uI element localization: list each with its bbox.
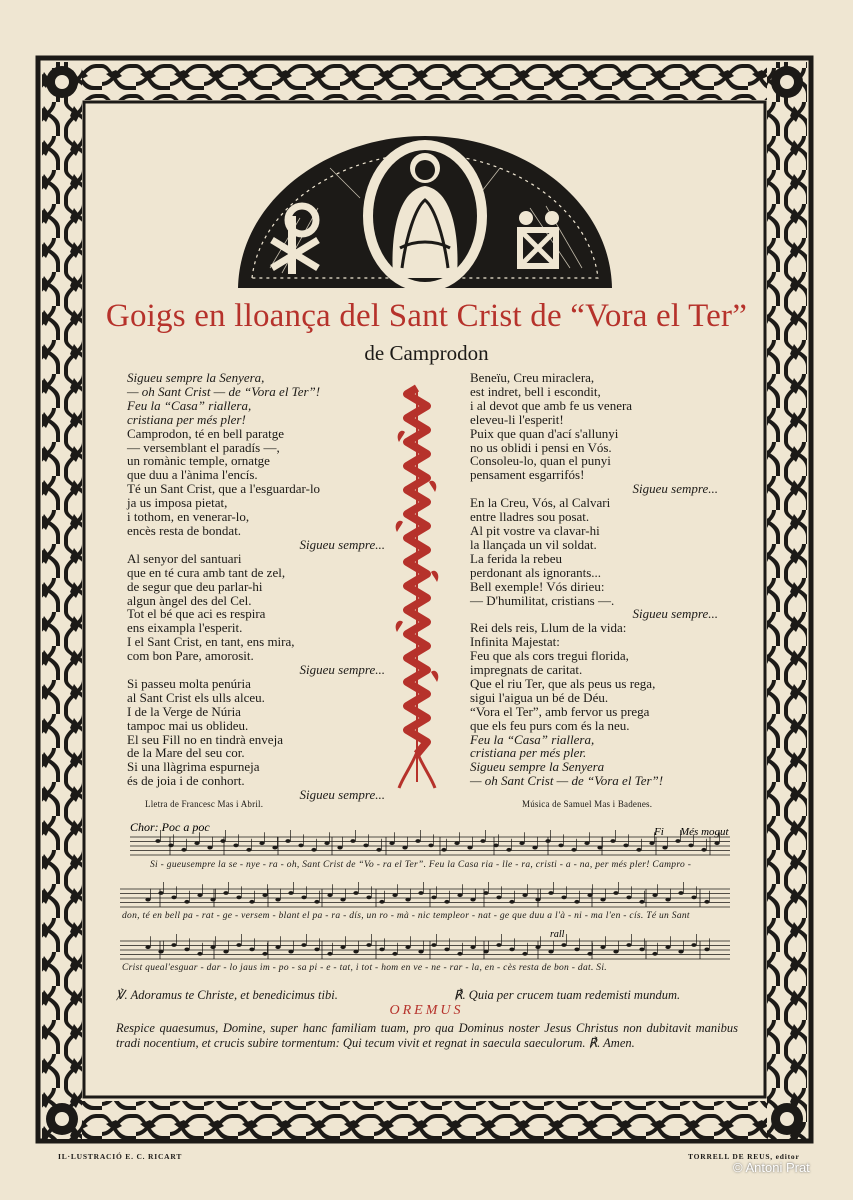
score-lyric-line: don, té en bell pa - rat - ge - versem - blant el pa - ra - dís, un ro - mà - nic templeor - nat - ge que duu a l'à - ni - ma l'en - cís. Té un Sant bbox=[122, 911, 690, 921]
verse-line: La ferida la rebeu bbox=[470, 550, 563, 566]
note-head bbox=[649, 841, 654, 845]
verse-line: com bon Pare, amorosit. bbox=[127, 648, 254, 664]
verse-line: — D'humilitat, cristians —. bbox=[470, 592, 615, 608]
tempo-change-marking: Més mogut bbox=[680, 826, 729, 838]
note-head bbox=[613, 891, 618, 895]
note-head bbox=[665, 945, 670, 949]
note-head bbox=[353, 950, 358, 954]
note-head bbox=[467, 846, 472, 850]
note-head bbox=[600, 945, 605, 949]
verse-line: Sigueu sempre la Senyera, bbox=[127, 370, 265, 385]
note-head bbox=[574, 900, 579, 904]
verse-line: ja us imposa pietat, bbox=[127, 495, 228, 511]
note-head bbox=[363, 844, 368, 848]
note-head bbox=[353, 891, 358, 895]
note-head bbox=[301, 896, 306, 900]
note-head bbox=[623, 844, 628, 848]
verse-line: Al senyor del santuari bbox=[127, 550, 242, 566]
note-head bbox=[691, 896, 696, 900]
verse-line: cristiana per més pler! bbox=[127, 411, 246, 427]
verse-line: Feu la “Casa” riallera, bbox=[127, 397, 252, 413]
note-head bbox=[197, 893, 202, 897]
note-head bbox=[558, 844, 563, 848]
verse-line: Bell exemple! Vós dirieu: bbox=[470, 578, 605, 594]
lyrics-credit: Lletra de Francesc Mas i Abril. bbox=[145, 799, 264, 809]
note-head bbox=[496, 896, 501, 900]
note-head bbox=[509, 948, 514, 952]
vine-cross-ornament bbox=[393, 382, 441, 792]
prayer-text: Respice quaesumus, Domine, super hanc familiam tuam, pro qua Dominus noster Jesus Christus non dubitavit manibus tradi nocentium, et crucis subire tormentum: Qui tecum vivit et regnat in saecula saeculorum. ℟. Amen. bbox=[116, 1021, 738, 1050]
note-head bbox=[678, 950, 683, 954]
verse-line: Sigueu sempre... bbox=[299, 536, 385, 552]
note-head bbox=[194, 841, 199, 845]
verse-line: Sigueu sempre... bbox=[632, 481, 718, 497]
note-head bbox=[535, 898, 540, 902]
note-head bbox=[441, 848, 446, 852]
note-head bbox=[480, 839, 485, 843]
note-head bbox=[184, 948, 189, 952]
verse-line: impregnats de caritat. bbox=[470, 662, 583, 678]
verse-line: Camprodon, té en bell paratge bbox=[127, 425, 285, 441]
note-head bbox=[327, 952, 332, 956]
verse-line: entre lladres sou posat. bbox=[470, 509, 590, 525]
note-head bbox=[223, 891, 228, 895]
note-head bbox=[366, 943, 371, 947]
note-head bbox=[613, 950, 618, 954]
verse-line: Si una llàgrima espurneja bbox=[127, 759, 260, 775]
note-head bbox=[402, 846, 407, 850]
note-head bbox=[678, 891, 683, 895]
verse-line: sigui l'aigua un bé de Déu. bbox=[470, 689, 609, 705]
note-head bbox=[457, 952, 462, 956]
note-head bbox=[379, 948, 384, 952]
note-head bbox=[171, 896, 176, 900]
note-head bbox=[431, 943, 436, 947]
left-verse-column bbox=[127, 371, 385, 802]
verse-line: Feu la “Casa” riallera, bbox=[470, 731, 595, 747]
note-head bbox=[548, 891, 553, 895]
note-head bbox=[324, 841, 329, 845]
note-head bbox=[532, 846, 537, 850]
note-head bbox=[574, 948, 579, 952]
verse-line: Infinita Majestat: bbox=[470, 634, 560, 650]
verse-line: Que el riu Ter, que als peus us rega, bbox=[470, 675, 656, 691]
note-head bbox=[197, 952, 202, 956]
note-head bbox=[405, 898, 410, 902]
note-head bbox=[262, 952, 267, 956]
note-head bbox=[535, 945, 540, 949]
verse-line: Puix que quan d'ací s'allunyi bbox=[470, 425, 619, 441]
note-head bbox=[311, 848, 316, 852]
note-head bbox=[168, 844, 173, 848]
verse-line: no us oblidi i pensi en Vós. bbox=[470, 439, 612, 455]
note-head bbox=[249, 948, 254, 952]
verse-line: tampoc mai us oblideu. bbox=[127, 717, 249, 733]
verse-line: Consoleu-lo, quan el punyi bbox=[470, 453, 611, 469]
verse-line: de segur que deu parlar-hi bbox=[127, 578, 263, 594]
verse-line: encès resta de bondat. bbox=[127, 522, 242, 538]
verse-line: que duu a l'ànima l'encís. bbox=[127, 467, 258, 483]
right-verse-column bbox=[470, 371, 718, 788]
note-head bbox=[704, 948, 709, 952]
note-head bbox=[470, 898, 475, 902]
note-head bbox=[158, 950, 163, 954]
verse-line: que en té cura amb tant de zel, bbox=[127, 564, 286, 580]
note-head bbox=[145, 898, 150, 902]
illustration-credit: IL·LUSTRACIÓ E. C. RICART bbox=[58, 1152, 183, 1161]
note-head bbox=[314, 900, 319, 904]
note-head bbox=[249, 900, 254, 904]
note-head bbox=[704, 900, 709, 904]
verse-line: Feu que als cors tregui florida, bbox=[470, 648, 629, 664]
note-head bbox=[522, 952, 527, 956]
verse-line: la llançada un vil soldat. bbox=[470, 536, 597, 552]
score-lyric-line: Si - gueusempre la se - nye - ra - oh, Sant Crist de “Vo - ra el Ter”. Feu la Casa ria - lle - ra, cristi - a - na, per més pler! Campro - bbox=[150, 860, 692, 870]
note-head bbox=[496, 943, 501, 947]
note-head bbox=[259, 841, 264, 845]
page-title: Goigs en lloança del Sant Crist de “Vora el Ter” bbox=[105, 298, 748, 334]
note-head bbox=[379, 900, 384, 904]
note-head bbox=[288, 891, 293, 895]
note-head bbox=[639, 900, 644, 904]
note-head bbox=[340, 945, 345, 949]
note-head bbox=[171, 943, 176, 947]
music-score bbox=[118, 815, 738, 980]
note-head bbox=[522, 893, 527, 897]
note-head bbox=[652, 893, 657, 897]
note-head bbox=[470, 945, 475, 949]
note-head bbox=[210, 945, 215, 949]
verse-line: — versemblant el paradís —, bbox=[127, 439, 280, 455]
note-head bbox=[210, 898, 215, 902]
note-head bbox=[652, 952, 657, 956]
note-head bbox=[158, 891, 163, 895]
verse-line: “Vora el Ter”, amb fervor us prega bbox=[470, 703, 650, 719]
verse-line: Sigueu sempre... bbox=[632, 606, 718, 622]
verse-line: est indret, bell i escondit, bbox=[470, 383, 601, 399]
note-head bbox=[415, 839, 420, 843]
note-head bbox=[262, 893, 267, 897]
note-head bbox=[431, 896, 436, 900]
oremus-heading: OREMUS bbox=[389, 1003, 464, 1018]
verse-line: En la Creu, Vós, al Calvari bbox=[470, 495, 611, 511]
verse-line: eleveu-li l'esperit! bbox=[470, 411, 564, 427]
music-credit: Música de Samuel Mas i Badenes. bbox=[522, 799, 653, 809]
verse-line: — oh Sant Crist — de “Vora el Ter”! bbox=[127, 383, 321, 399]
watermark: © Antoni Prat bbox=[733, 1160, 810, 1175]
note-head bbox=[561, 896, 566, 900]
note-head bbox=[350, 839, 355, 843]
note-head bbox=[483, 891, 488, 895]
verse-line: algun àngel des del Cel. bbox=[127, 592, 252, 608]
note-head bbox=[181, 848, 186, 852]
note-head bbox=[691, 943, 696, 947]
note-head bbox=[207, 846, 212, 850]
versicle: ℣. Adoramus te Christe, et benedicimus tibi. bbox=[116, 988, 338, 1002]
note-head bbox=[454, 841, 459, 845]
note-head bbox=[418, 950, 423, 954]
note-head bbox=[506, 848, 511, 852]
note-head bbox=[509, 900, 514, 904]
rallentando-marking: rall bbox=[550, 929, 565, 940]
verse-line: Rei dels reis, Llum de la vida: bbox=[470, 620, 627, 636]
note-head bbox=[714, 841, 719, 845]
tympanum-woodcut bbox=[230, 128, 620, 293]
note-head bbox=[275, 898, 280, 902]
note-head bbox=[327, 893, 332, 897]
note-head bbox=[457, 893, 462, 897]
note-head bbox=[301, 943, 306, 947]
page-subtitle: de Camprodon bbox=[364, 341, 489, 365]
note-head bbox=[418, 891, 423, 895]
note-head bbox=[389, 841, 394, 845]
verse-line: i tothom, en venerar-lo, bbox=[127, 509, 250, 525]
verse-line: cristiana per més pler. bbox=[470, 745, 587, 761]
note-head bbox=[233, 844, 238, 848]
verse-line: Sigueu sempre la Senyera bbox=[470, 759, 605, 775]
note-head bbox=[610, 839, 615, 843]
note-head bbox=[597, 846, 602, 850]
note-head bbox=[665, 898, 670, 902]
note-head bbox=[376, 848, 381, 852]
note-head bbox=[483, 950, 488, 954]
note-head bbox=[444, 948, 449, 952]
note-head bbox=[220, 839, 225, 843]
note-head bbox=[519, 841, 524, 845]
verse-line: i al devot que amb fe us venera bbox=[470, 397, 633, 413]
verse-line: Sigueu sempre... bbox=[299, 662, 385, 678]
note-head bbox=[392, 952, 397, 956]
note-head bbox=[636, 848, 641, 852]
note-head bbox=[298, 844, 303, 848]
verse-line: al Sant Crist els ulls alceu. bbox=[127, 689, 265, 705]
verse-line: I el Sant Crist, en tant, ens mira, bbox=[127, 634, 295, 650]
note-head bbox=[587, 952, 592, 956]
verse-line: Sigueu sempre... bbox=[299, 787, 385, 803]
note-head bbox=[155, 839, 160, 843]
note-head bbox=[285, 839, 290, 843]
note-head bbox=[314, 948, 319, 952]
note-head bbox=[639, 948, 644, 952]
note-head bbox=[340, 898, 345, 902]
note-head bbox=[392, 893, 397, 897]
note-head bbox=[626, 943, 631, 947]
note-head bbox=[337, 846, 342, 850]
note-head bbox=[626, 896, 631, 900]
note-head bbox=[675, 839, 680, 843]
note-head bbox=[584, 841, 589, 845]
note-head bbox=[288, 950, 293, 954]
verse-line: que els feu purs com és la neu. bbox=[470, 717, 630, 733]
note-head bbox=[236, 896, 241, 900]
note-head bbox=[571, 848, 576, 852]
note-head bbox=[428, 844, 433, 848]
verse-line: de la Mare del seu cor. bbox=[127, 745, 245, 761]
note-head bbox=[493, 844, 498, 848]
editor-credit: TORRELL DE REUS, editor bbox=[688, 1152, 800, 1161]
verse-line: un romànic temple, ornatge bbox=[127, 453, 270, 469]
note-head bbox=[184, 900, 189, 904]
verse-line: Tot el bé que aci es respira bbox=[127, 606, 266, 622]
verse-line: I de la Verge de Núria bbox=[127, 703, 241, 719]
note-head bbox=[688, 844, 693, 848]
verse-line: Al pit vostre va clavar-hi bbox=[470, 522, 600, 538]
note-head bbox=[405, 945, 410, 949]
note-head bbox=[561, 943, 566, 947]
note-head bbox=[366, 896, 371, 900]
verse-line: ens eixampla l'esperit. bbox=[127, 620, 243, 636]
verse-line: perdonant als ignorants... bbox=[470, 564, 602, 580]
fine-marking: Fi bbox=[654, 826, 664, 838]
note-head bbox=[275, 945, 280, 949]
note-head bbox=[701, 848, 706, 852]
verse-line: Té un Sant Crist, que a l'esguardar-lo bbox=[127, 481, 321, 497]
verse-line: El seu Fill no en tindrà enveja bbox=[127, 731, 283, 747]
score-lyric-line: Crist queal'esguar - dar - lo jaus im - po - sa pi - e - tat, i tot - hom en ve - ne - rar - la, en - cès resta de bon - dat. Si. bbox=[122, 963, 607, 973]
note-head bbox=[587, 893, 592, 897]
note-head bbox=[662, 846, 667, 850]
note-head bbox=[246, 848, 251, 852]
note-head bbox=[272, 846, 277, 850]
note-head bbox=[236, 943, 241, 947]
response: ℟. Quia per crucem tuam redemisti mundum. bbox=[454, 988, 681, 1002]
note-head bbox=[545, 839, 550, 843]
tempo-marking: Chor: Poc a poc bbox=[130, 820, 210, 834]
note-head bbox=[548, 950, 553, 954]
note-head bbox=[223, 950, 228, 954]
verse-line: Si passeu molta penúria bbox=[127, 675, 251, 691]
verse-line: pensament esgarrifós! bbox=[470, 467, 585, 483]
note-head bbox=[600, 898, 605, 902]
verse-line: Beneïu, Creu miraclera, bbox=[470, 370, 595, 385]
note-head bbox=[444, 900, 449, 904]
note-head bbox=[145, 945, 150, 949]
verse-line: — oh Sant Crist — de “Vora el Ter”! bbox=[470, 773, 664, 789]
verse-line: és de joia i de conhort. bbox=[127, 773, 245, 789]
